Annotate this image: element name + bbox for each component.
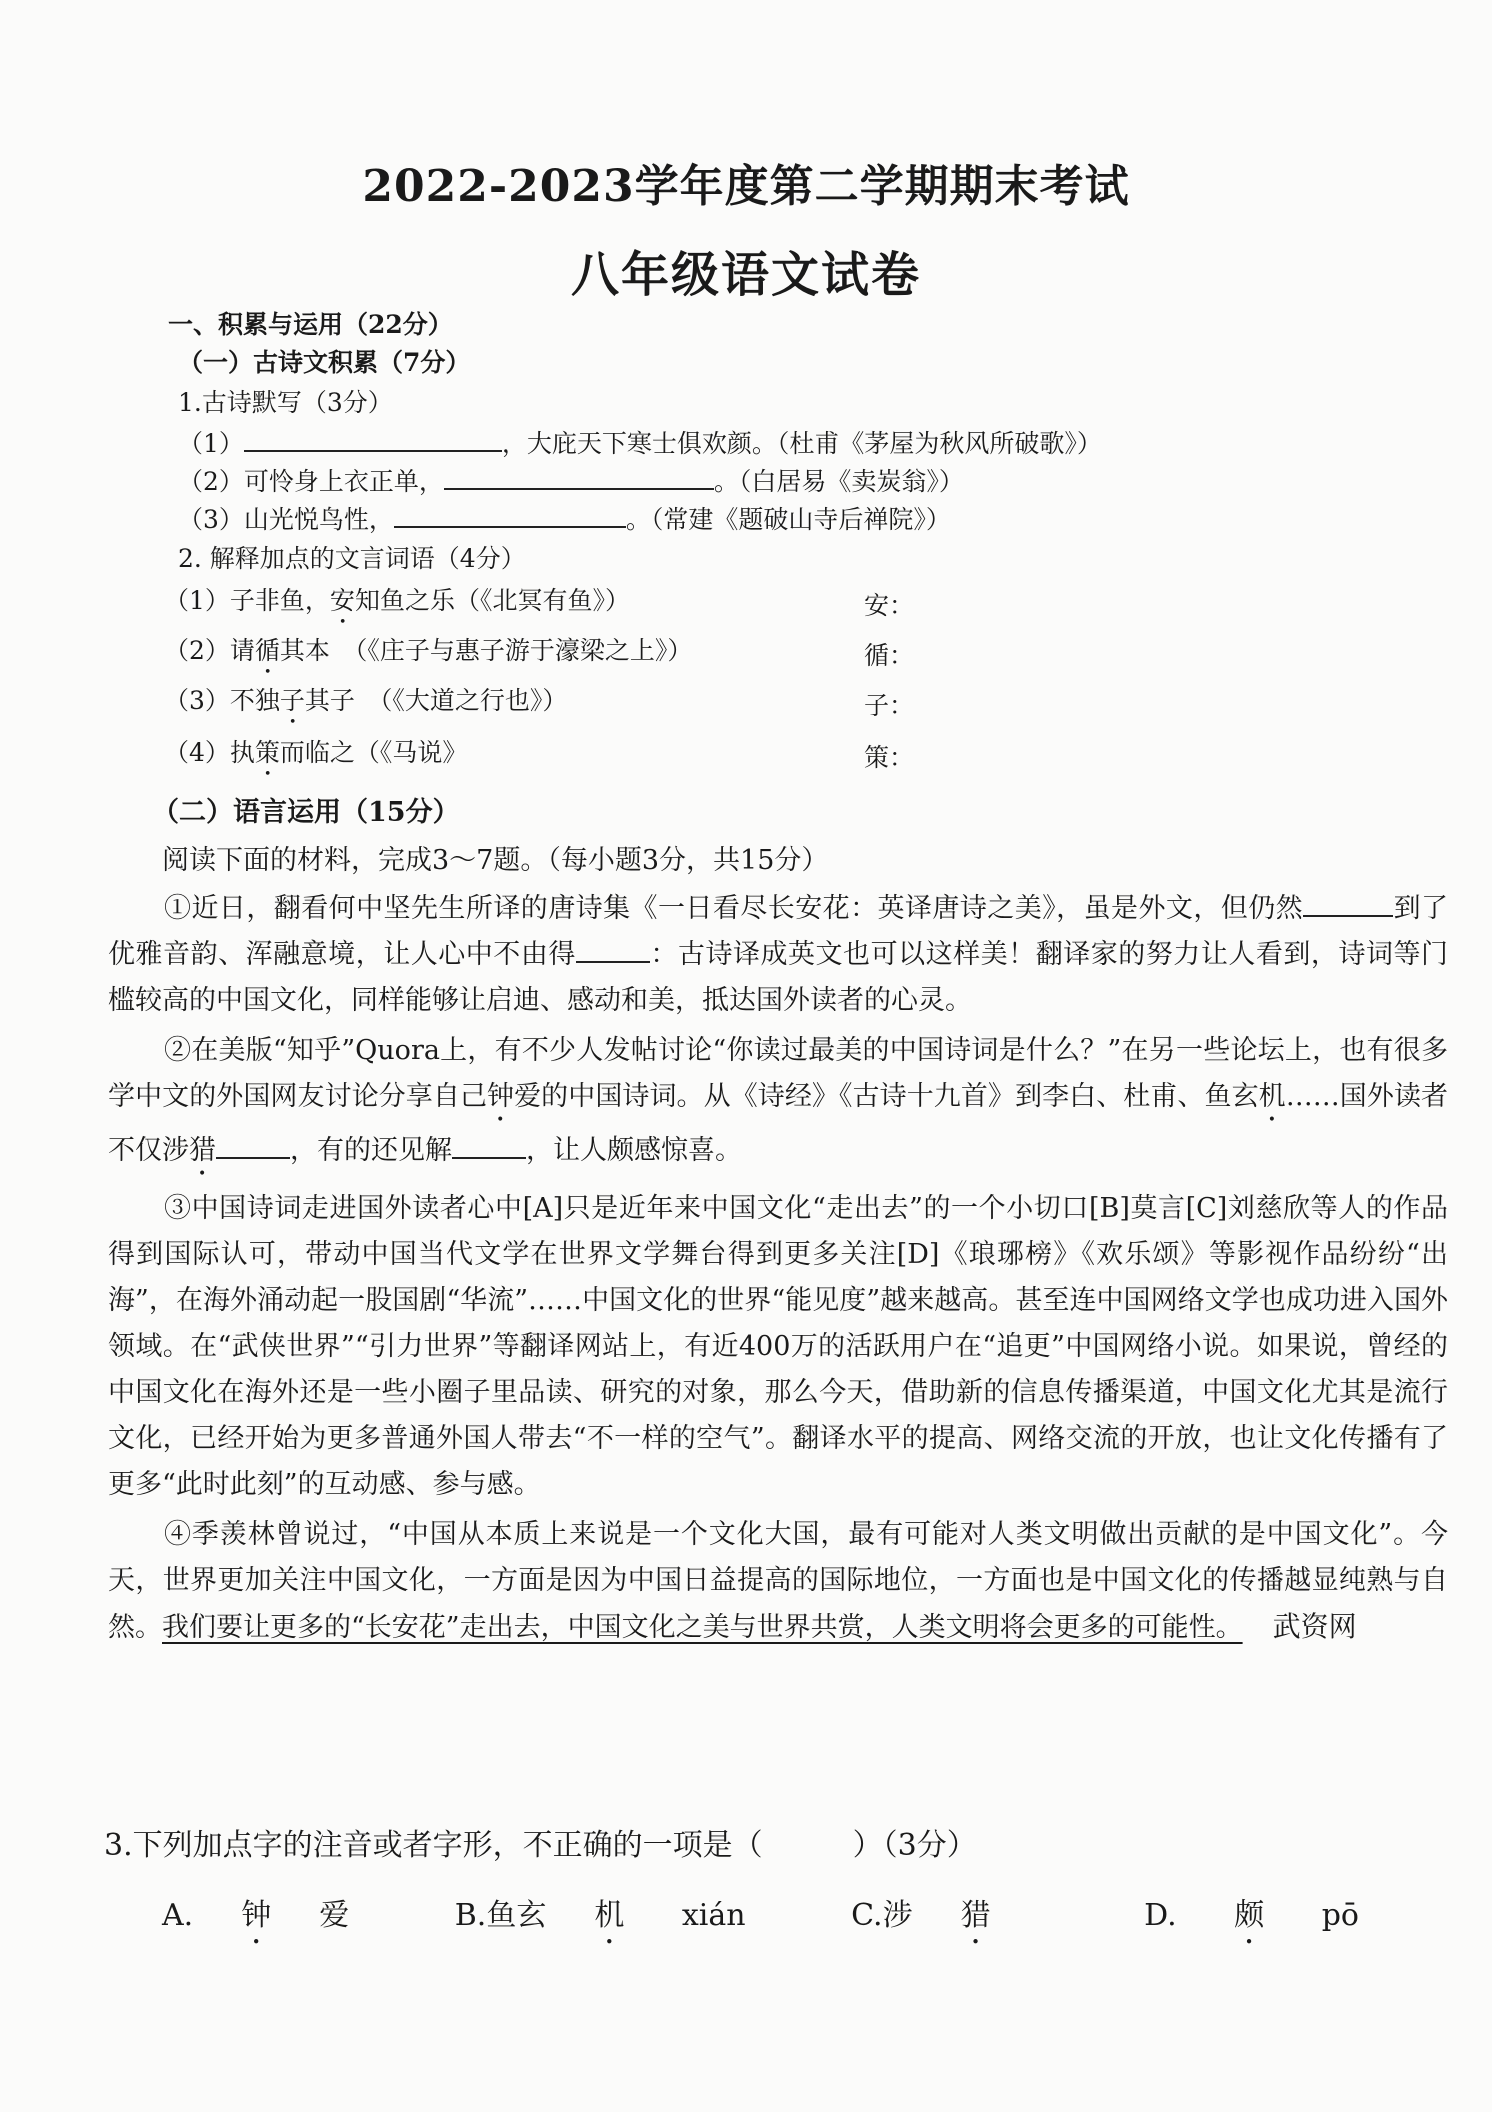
q2-label: 2. 解释加点的文言词语（4分） xyxy=(178,544,526,573)
fill-blank[interactable] xyxy=(444,462,714,490)
q2-item-3: （3）不独子其子 （《大道之行也》） xyxy=(164,686,568,715)
q2-item-1: （1）子非鱼，安知鱼之乐（《北冥有鱼》） xyxy=(164,586,630,615)
fill-blank[interactable] xyxy=(394,500,626,528)
reading-passage xyxy=(108,886,1448,1651)
q3-options xyxy=(162,1890,1455,1951)
q2-answer-2: 循： xyxy=(864,641,915,670)
exam-subtitle: 八年级语文试卷 xyxy=(570,247,921,303)
q3-stem: 3.下列加点字的注音或者字形，不正确的一项是（ ）（3分） xyxy=(104,1828,977,1863)
q1-item-1: （1） ，大庇天下寒士俱欢颜。（杜甫《茅屋为秋风所破歌》） xyxy=(178,424,1102,461)
q2-item-2: （2）请循其本 （《庄子与惠子游于濠梁之上》） xyxy=(164,636,693,665)
option-c[interactable]: C.涉 猎 xyxy=(851,1898,991,1933)
fill-blank[interactable] xyxy=(244,424,502,452)
fill-blank[interactable] xyxy=(216,1131,290,1159)
q1-item-3: （3）山光悦鸟性， 。（常建《题破山寺后禅院》） xyxy=(178,500,951,537)
underlined-sentence: 我们要让更多的“长安花”走出去，中国文化之美与世界共赏，人类文明将会更多的可能性。 xyxy=(162,1612,1243,1643)
section-heading: 一、积累与运用（22分） xyxy=(168,310,453,339)
q2-answer-3: 子： xyxy=(864,691,915,720)
passage-paragraph-4: ④季羡林曾说过，“中国从本质上来说是一个文化大国，最有可能对人类文明做出贡献的是中国文化”。今天，世界更加关注中国文化，一方面是因为中国日益提高的国际地位，一方面也是中国文化的传播越显纯熟与自然。我们要让更多的“长安花”走出去，中国文化之美与世界共赏，人类文明将会更多的可能性。 武资网 xyxy=(108,1519,1448,1643)
q2-answer-4: 策： xyxy=(864,743,915,772)
passage-paragraph-1: ①近日，翻看何中坚先生所译的唐诗集《一日看尽长安花：英译唐诗之美》，虽是外文，但仍然 到了优雅音韵、浑融意境，让人心中不由得 ：古诗译成英文也可以这样美！翻译家的努力让人看到，诗词等门槛较高的中国文化，同样能够让启迪、感动和美，抵达国外读者的心灵。 xyxy=(108,886,1448,1024)
part1-heading: （一）古诗文积累（7分） xyxy=(178,348,471,377)
fill-blank[interactable] xyxy=(1303,889,1393,917)
q1-label: 1.古诗默写（3分） xyxy=(178,388,393,417)
option-d[interactable]: D. 颇 pō xyxy=(1144,1898,1359,1933)
option-a[interactable]: A. 钟 爱 xyxy=(162,1898,350,1933)
passage-paragraph-2: ②在美版“知乎”Quora上，有不少人发帖讨论“你读过最美的中国诗词是什么？”在另一些论坛上，也有很多学中文的外国网友讨论分享自己钟爱的中国诗词。从《诗经》《古诗十九首》到李白、杜甫、鱼玄机……国外读者不仅涉猎 ，有的还见解 ，让人颇感惊喜。 xyxy=(108,1035,1449,1166)
reading-instruction: 阅读下面的材料，完成3～7题。（每小题3分，共15分） xyxy=(162,845,829,876)
q2-answer-1: 安： xyxy=(864,591,915,620)
passage-paragraph-3: ③中国诗词走进国外读者心中[A]只是近年来中国文化“走出去”的一个小切口[B]莫言[C]刘慈欣等人的作品得到国际认可，带动中国当代文学在世界文学舞台得到更多关注[D]《琅琊榜》《欢乐颂》等影视作品纷纷“出海”，在海外涌动起一股国剧“华流”……中国文化的世界“能见度”越来越高。甚至连中国网络文学也成功进入国外领域。在“武侠世界”“引力世界”等翻译网站上，有近400万的活跃用户在“追更”中国网络小说。如果说，曾经的中国文化在海外还是一些小圈子里品读、研究的对象，那么今天，借助新的信息传播渠道，中国文化尤其是流行文化，已经开始为更多普通外国人带去“不一样的空气”。翻译水平的提高、网络交流的开放，也让文化传播有了更多“此时此刻”的互动感、参与感。 xyxy=(108,1193,1448,1500)
watermark-text: 武资网 xyxy=(1272,1611,1357,1642)
q2-item-4: （4）执策而临之（《马说》 xyxy=(164,738,468,767)
fill-blank[interactable] xyxy=(452,1131,526,1159)
part2-heading: （二）语言运用（15分） xyxy=(152,797,460,828)
q1-item-2: （2）可怜身上衣正单， 。（白居易《卖炭翁》） xyxy=(178,462,964,499)
option-b[interactable]: B.鱼玄 机 xián xyxy=(454,1898,746,1933)
exam-title: 2022-2023学年度第二学期期末考试 xyxy=(362,161,1130,212)
fill-blank[interactable] xyxy=(576,935,650,963)
